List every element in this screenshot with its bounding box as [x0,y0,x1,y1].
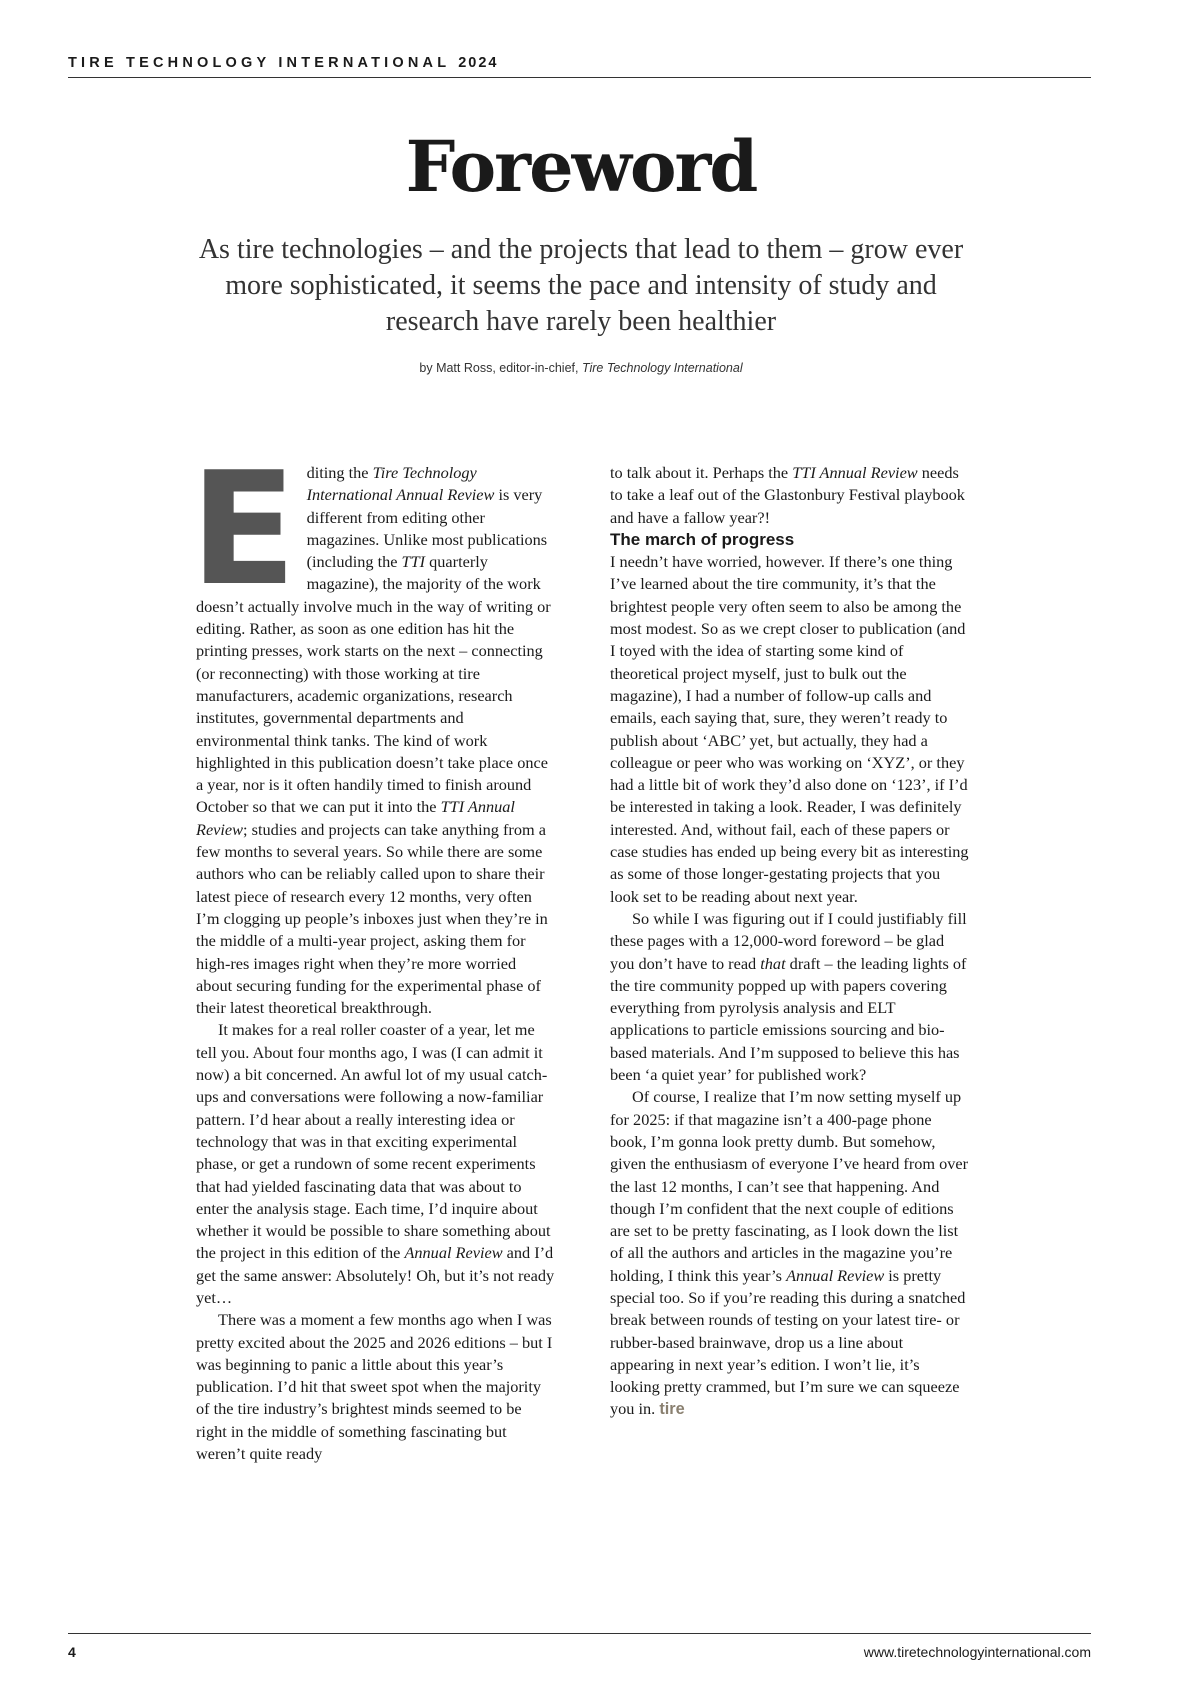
text-run: It makes for a real roller coaster of a year, let me tell you. About four months ago, I was (I can admit it now) a bit concerned. An awful lot of my usual catch-ups and conversations were following a now-familiar pattern. I’d hear about a really interesting idea or technology that was in that exciting experimental phase, or get a rundown of some recent experiments that had yielded fascinating data that was about to enter the analysis stage. Each time, I’d inquire about whether it would be possible to share something about the project in this edition of the [196,1020,551,1263]
text-run: quarterly magazine), the majority of the work doesn’t actually involve much in the way of writing or editing. Rather, as soon as one edition has hit the printing presses, work starts on the next – connecting (or reconnecting) with those working at tire manufacturers, academic organizations, research institutes, governmental departments and environmental think tanks. The kind of work highlighted in this publication doesn’t take place once a year, nor is it often handily timed to finish around October so that we can put it into the [196,552,551,817]
text-run: is very different from editing other magazines. Unlike most publications (including the [306,485,548,572]
text-run: needs to take a leaf out of the Glastonbury Festival playbook and have a fallow year?! [610,463,965,527]
text-run: ; studies and projects can take anything from a few months to several years. So while there are some authors who can be reliably called upon to share their latest piece of research every 12 months, very often I’m clogging up people’s inboxes just when they’re in the middle of a multi-year project, asking them for high-res images right when they’re more worried about securing funding for the experimental phase of their latest theoretical breakthrough. [196,819,548,1018]
paragraph-4 [610,462,970,529]
italic-run: TTI Annual Review [792,463,918,482]
subheading: The march of progress [610,529,795,549]
italic-run: Tire Technology International Annual Review [306,463,495,505]
article-column-left [190,438,556,1465]
text-run: is pretty special too. So if you’re reading this during a snatched break between rounds of testing on your latest tire- or rubber-based brainwave, drop us a line about appearing in next year’s edition. I won’t lie, it’s looking pretty crammed, but I’m sure we can squeeze you in. [610,1265,966,1419]
article-column-right [610,462,970,1421]
byline-publication: Tire Technology International [581,361,743,375]
text-run: Of course, I realize that I’m now setting myself up for 2025: if that magazine isn’t a 400-page phone book, I’m gonna look pretty dumb. But somehow, given the enthusiasm of everyone I’ve heard from over the last 12 months, I can’t see that happening. And though I’m confident that the next couple of editions are set to be pretty fascinating, as I look down the list of all the authors and articles in the magazine you’re holding, I think this year’s [610,1087,969,1285]
italic-run: that [760,953,786,973]
page-number: 4 [68,1644,76,1660]
byline [0,361,1162,375]
footer-url[interactable]: www.tiretechnologyinternational.com [863,1644,1091,1660]
footer-rule [68,1633,1091,1634]
header-rule [68,77,1091,78]
text-run: So while I was figuring out if I could justifiably fill these pages with a 12,000-word foreword – be glad you don’t have to read [610,908,967,973]
paragraph-5: I needn’t have worried, however. If there’s one thing I’ve learned about the tire community, it’s that the brightest people very often seem to also be among the most modest. So as we crept closer to publication (and I toyed with the idea of starting some kind of theoretical project myself, just to bulk out the magazine), I had a number of follow-up calls and emails, each saying that, sure, they weren’t ready to publish about ‘ABC’ yet, but actually, they had a colleague or peer who was working on ‘XYZ’, or they had a little bit of work they’d also done on ‘123’, if I’d be interested in taking a look. Reader, I was definitely interested. And, without fail, each of these papers or case studies has ended up being every bit as interesting as some of those longer-gestating projects that you look set to be reading about next year. [610,552,969,906]
italic-run: Annual Review [404,1243,503,1263]
drop-cap: E [190,438,297,620]
page-title: Foreword [405,125,757,208]
italic-run: Annual Review [786,1265,885,1285]
italic-run: TTI [401,552,426,572]
text-run: and I’d get the same answer: Absolutely! Oh, but it’s not ready yet… [196,1243,555,1307]
paragraph-3: There was a moment a few months ago when I was pretty excited about the 2025 and 2026 editions – but I was beginning to panic a little about this year’s publication. I’d hit that sweet spot when the majority of the tire industry’s brightest minds seemed to be right in the middle of something fascinating but weren’t quite ready [196,1310,553,1464]
running-header [68,55,499,71]
paragraph-1 [190,438,556,1019]
italic-run: TTI Annual Review [196,797,515,839]
paragraph-6 [610,908,970,1086]
end-mark: tire [659,1400,685,1419]
paragraph-2 [196,1019,556,1309]
standfirst: As tire technologies – and the projects that lead to them – grow ever more sophisticated, it seems the pace and intensity of study and research have rarely been healthier [198,234,964,337]
byline-author: by Matt Ross, editor-in-chief, [419,361,582,375]
publication-year: 2024 [458,55,499,71]
text-run: to talk about it. Perhaps the [610,463,793,482]
paragraph-7 [610,1086,970,1420]
text-run: draft – the leading lights of the tire community popped up with papers covering everything from pyrolysis analysis and ELT applications to particle emissions sourcing and bio-based materials. And I’m supposed to believe this has been ‘a quiet year’ for published work? [610,953,967,1085]
text-run: diting the [306,463,373,482]
publication-name: TIRE TECHNOLOGY INTERNATIONAL [68,55,450,71]
